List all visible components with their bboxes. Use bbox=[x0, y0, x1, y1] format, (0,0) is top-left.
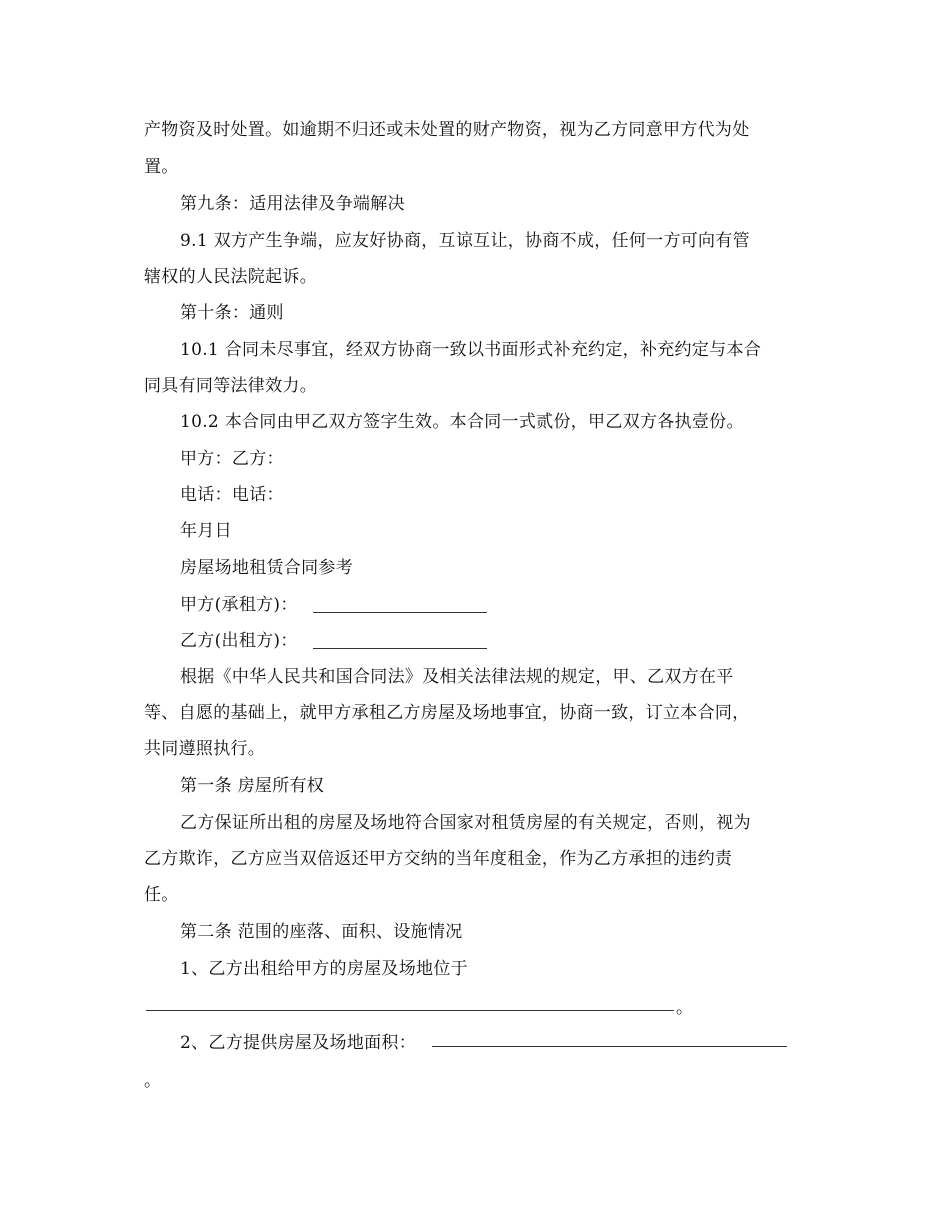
party-a-label: 甲方(承租方)： bbox=[180, 595, 298, 615]
area-blank bbox=[432, 1046, 787, 1047]
article-1-text: 乙方欺诈，乙方应当双倍返还甲方交纳的当年度租金，作为乙方承担的违约责 bbox=[144, 849, 733, 869]
clause-10-2: 10.2 本合同由甲乙双方签字生效。本合同一式贰份，甲乙双方各执壹份。 bbox=[180, 412, 744, 432]
preamble-line: 等、自愿的基础上，就甲方承租乙方房屋及场地事宜，协商一致，订立本合同， bbox=[144, 703, 750, 723]
party-b-blank bbox=[313, 648, 487, 649]
paragraph-line: 置。 bbox=[144, 157, 179, 177]
paragraph-line: 辖权的人民法院起诉。 bbox=[144, 267, 317, 287]
clause-9-1: 9.1 双方产生争端，应友好协商，互谅互让，协商不成，任何一方可向有管 bbox=[180, 231, 750, 251]
preamble-line: 共同遵照执行。 bbox=[144, 739, 266, 759]
signature-parties: 甲方：乙方： bbox=[180, 449, 284, 469]
signature-phones: 电话：电话： bbox=[180, 485, 284, 505]
article-1-heading: 第一条 房屋所有权 bbox=[180, 776, 325, 796]
clause-10-1: 10.1 合同未尽事宜，经双方协商一致以书面形式补充约定，补充约定与本合 bbox=[180, 340, 762, 360]
contract-title: 房屋场地租赁合同参考 bbox=[180, 558, 353, 578]
section-heading-9: 第九条：适用法律及争端解决 bbox=[180, 194, 405, 214]
article-1-text: 任。 bbox=[144, 885, 179, 905]
sentence-end: 。 bbox=[144, 1071, 162, 1091]
article-2-item-2: 2、乙方提供房屋及场地面积： bbox=[180, 1033, 417, 1053]
paragraph-line: 产物资及时处置。如逾期不归还或未处置的财产物资，视为乙方同意甲方代为处 bbox=[144, 120, 750, 140]
preamble-line: 根据《中华人民共和国合同法》及相关法律法规的规定，甲、乙双方在平 bbox=[180, 667, 734, 687]
party-b-label: 乙方(出租方)： bbox=[180, 631, 298, 651]
signature-date: 年月日 bbox=[180, 521, 232, 541]
sentence-end: 。 bbox=[676, 998, 694, 1018]
section-heading-10: 第十条：通则 bbox=[180, 303, 284, 323]
article-2-item-1: 1、乙方出租给甲方的房屋及场地位于 bbox=[180, 959, 468, 979]
article-1-text: 乙方保证所出租的房屋及场地符合国家对租赁房屋的有关规定，否则，视为 bbox=[180, 813, 751, 833]
party-a-blank bbox=[313, 612, 487, 613]
location-blank bbox=[146, 1010, 674, 1011]
article-2-heading: 第二条 范围的座落、面积、设施情况 bbox=[180, 922, 463, 942]
paragraph-line: 同具有同等法律效力。 bbox=[144, 376, 317, 396]
